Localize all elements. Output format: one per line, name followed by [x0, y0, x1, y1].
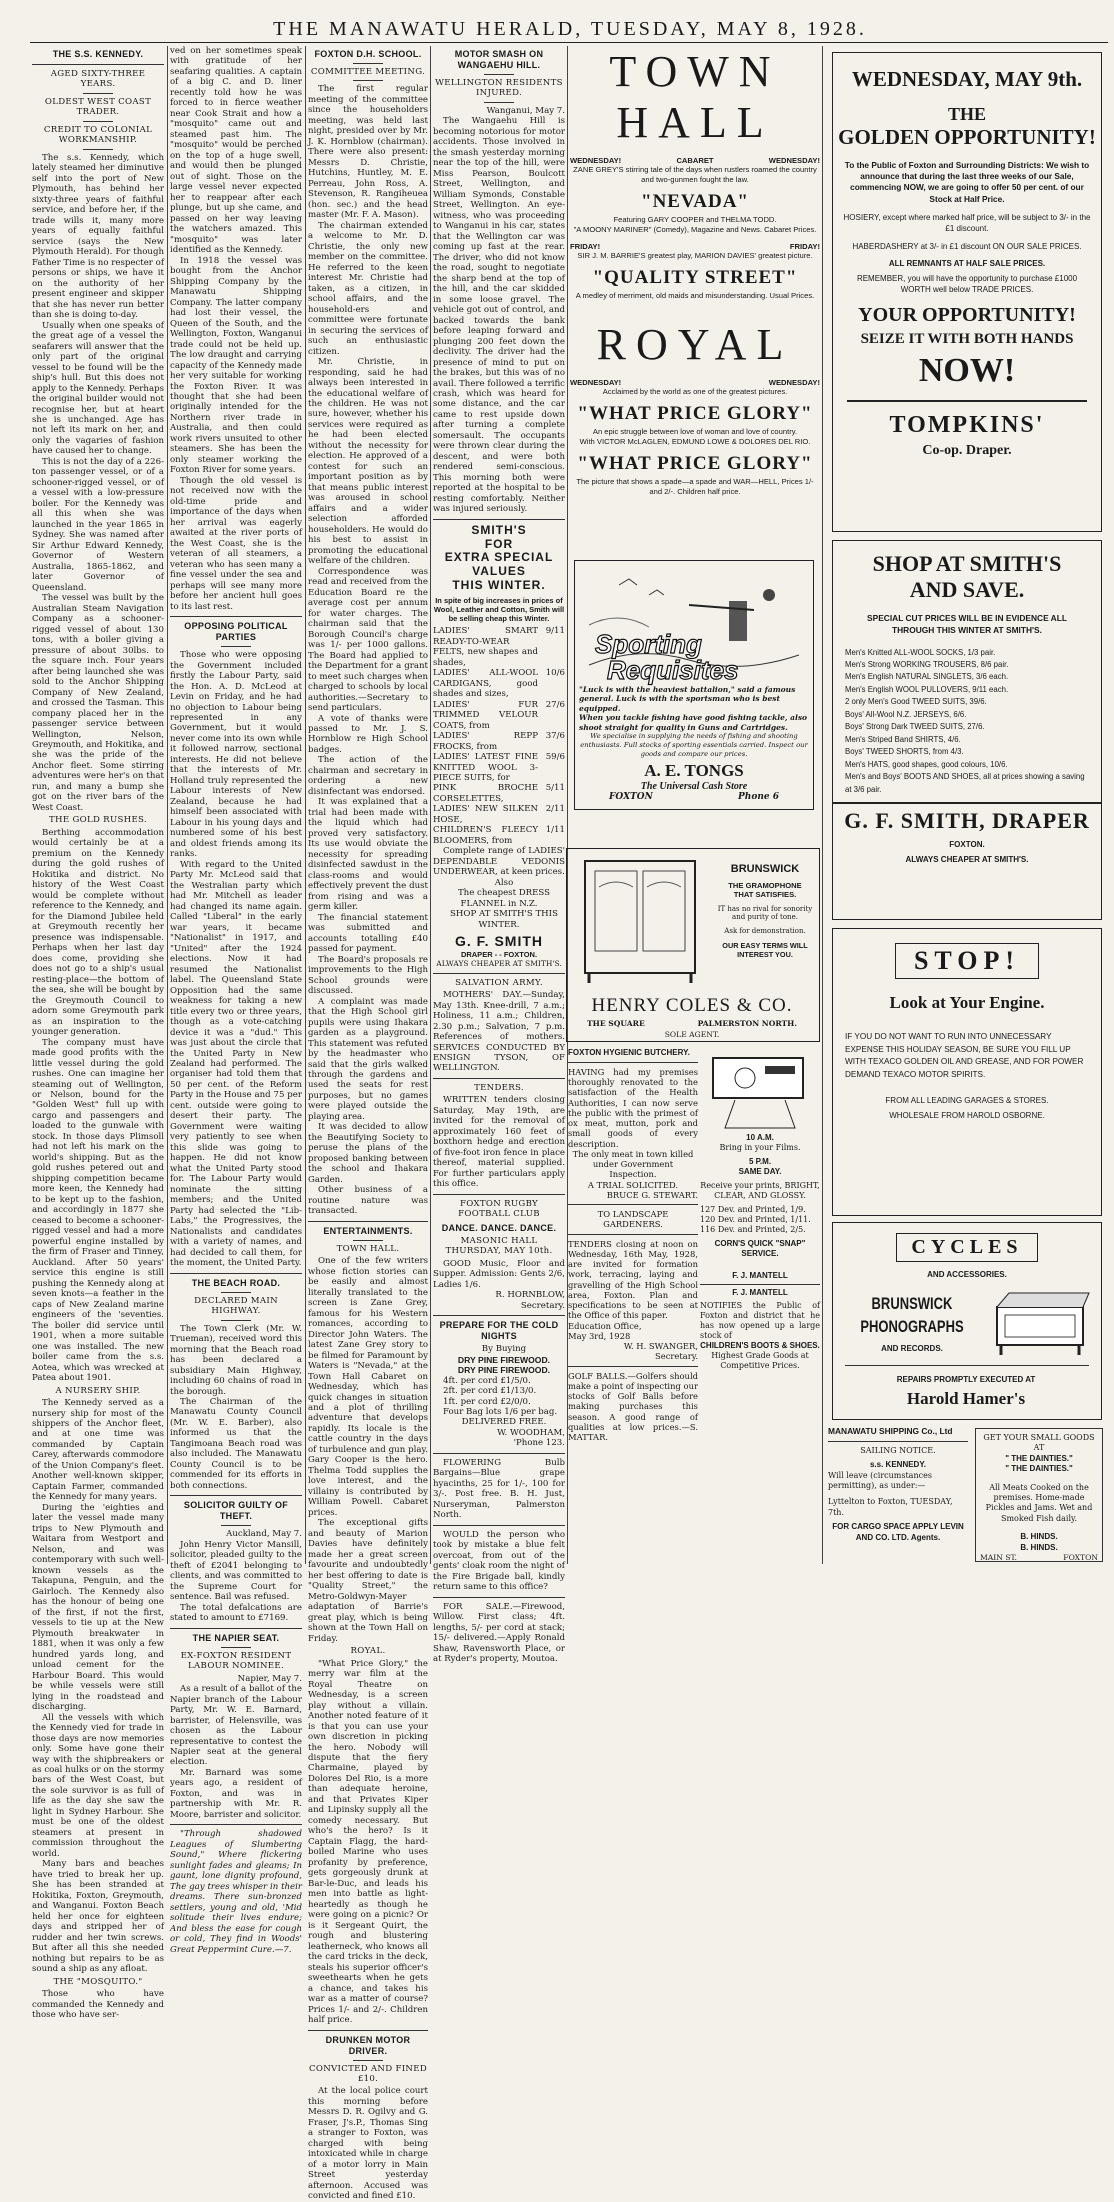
article-paragraph: Mr. Barnard was some years ago, a resident of Foxton, and was in partnership with Mr. R. Moore, barrister and solicitor. [170, 1767, 302, 1820]
ad-headline: EXTRA SPECIAL [444, 550, 554, 565]
article-subhead: COMMITTEE MEETING. [310, 66, 426, 77]
article-paragraph: A vote of thanks were passed to Mr. J. S. Hornblow re High School badges. [308, 713, 428, 755]
list-item: Boys' All-Wool N.Z. JERSEYS, 6/6. [845, 709, 967, 719]
film-description: A medley of merriment, old maids and misunderstanding. Usual Prices. [575, 291, 815, 301]
article-subhead: CONVICTED AND FINED £10. [308, 2063, 428, 2084]
article-paragraph: ved on her sometimes speak with gratitude of her seafaring qualities. A captain of a big C. and D. liner recently told how he was forced to in fierce weather near Cook Strait and how a "mosquito" came out and steamed past him. The "mosquito" would be perched on the top of a huge swell, and would then be plunged out of sight. Those on the large vessel never expected her to reappear after each plunge, but up she came, and passed on her way leaving the watchers amazed. This "mosquito" was later identified as the Kennedy. [170, 46, 302, 256]
film-description: An epic struggle between love of woman and love of country. [592, 427, 798, 437]
article-headline: THE NAPIER SEAT. [192, 1632, 280, 1643]
ad-text: Education Office, [568, 1320, 642, 1331]
ad-text: NOTIFIES the Public of Foxton and district that he has now opened up a large stock of [700, 1301, 820, 1340]
article-paragraph: The company must have made good profits with the little vessel during the gold rushes. One can imagine her steaming out of Wellington, or Nelson, bound for the "Golden West" full up with cargo and passengers and loaded to the gunwale with stock. In those days Plimsoll had not left his mark on the world's shipping. But as the gold rushes petered out and shipping competition became more keen, the Kennedy had to be kept up to the fashion, and accordingly in 1877 she ceased to become a schooner-rigged vessel and had a more powerful engine installed by the firm of Fraser and Tinney, Auckland. After 50 years' service this engine is still pushing the Kennedy along at seven knots—a feather in the caps of New Zealand marine engineers of the 'seventies. The boiler did service until 1901, when a more suitable one was installed. The new boiler came from the s.s. Aotea, which was wrecked at Patea about 1901. [32, 1037, 164, 1384]
store-town: FOXTON. [949, 840, 985, 850]
ad-date: WEDNESDAY, MAY 9th. [851, 67, 1083, 91]
column-divider [305, 46, 306, 1564]
ship-name: s.s. KENNEDY. [869, 1460, 927, 1470]
ad-headline: CYCLES [896, 1233, 1037, 1262]
article-paragraph: One of the few writers whose fiction stories can be easily and almost literally translated to the screen is Zane Grey, famous for his Western romances, according to Director John Waters. The latest Zane Grey story to be filmed for Paramount by Waters is "Nevada," at the Town Hall Cabaret on Wednesday, which has quick changes in situation and a plot of thrilling adventure that develops rapidly. Its locale is the cattle country in the days of turbulence and gun play. Gary Cooper is the hero. Thelma Todd supplies the love interest, and the villainy is contributed by William Powell. Cabaret prices. [308, 1256, 428, 1518]
ad-headline: FOXTON HYGIENIC BUTCHERY. [568, 1048, 690, 1057]
store-name: " THE DAINTIES." [1005, 1453, 1073, 1463]
ad-headline: NOW! [918, 351, 1016, 389]
schedule-row [570, 378, 820, 387]
store-sub: The Universal Cash Store [640, 781, 748, 793]
article-paragraph: As a result of a ballot of the Napier branch of the Labour Party, Mr. W. E. Barnard, barrister, of Helensville, was chosen as the Labour representative to contest the Napier seat at the general election. [170, 1684, 302, 1768]
royal-title: ROYAL [596, 320, 794, 370]
dance-heading: DANCE. DANCE. DANCE. [441, 1222, 557, 1233]
ad-text: HAVING had my premises thoroughly renovated to the satisfaction of the Health Authorities, I can now serve the public with the primest of ox meat, mutton, pork and small goods of every description. [568, 1066, 698, 1149]
day-label: FRIDAY! [789, 242, 820, 252]
price-value: 37/6 [545, 731, 565, 742]
article-subhead: TOWN HALL. [336, 1243, 400, 1254]
ad-text: DRY PINE FIREWOOD. [457, 1365, 551, 1376]
article-headline: OPPOSING POLITICAL PARTIES [184, 621, 288, 643]
signature: Secretary. [520, 1300, 565, 1311]
price-line: 4ft. per cord £1/5/0. [443, 1375, 531, 1386]
list-item: 2 only Men's Good TWEED SUITS, 39/6. [845, 697, 987, 707]
sole-agent: SOLE AGENT. [664, 1030, 720, 1039]
article-subhead: CREDIT TO COLONIAL WORKMANSHIP. [43, 124, 153, 146]
day-label: WEDNESDAY! [570, 156, 622, 165]
article-paragraph: The Wangaehu Hill is becoming notorious for motor accidents. Those involved in the smash yesterday morning near the top of the hill, were Miss Pearson, Boulcott Street, Wellington, and William Symonds, Constable Street, Wellington. An eye-witness, who was proceeding to Wanganui in his car, states that the Wellington car was coming up fast at the rear. The driver, who did not know the road, sought to negotiate the sharp bend at the top of the hill, and the car skidded in some loose gravel. The vehicle got out of control, and backed towards the bank before leaping forward and plunging 200 feet down the declivity. The driver had the presence of mind to put on the brakes, but this was of no avail. There followed a terrific crash, which was heard for some distance, and the car came to rest upside down after turning a complete somersault. The occupants were thrown clear during the descent, and were both rendered semi-conscious. This morning both were reported at the hospital to be resting comfortably. Neither was injured seriously. [433, 116, 565, 515]
ad-price: 116 Dev. and Printed, 2/5. [700, 1225, 806, 1234]
column-3 [308, 46, 428, 2202]
ad-subhead: AND ACCESSORIES. [927, 1270, 1007, 1279]
article-paragraph: Other business of a routine nature was transacted. [308, 1185, 428, 1217]
article-paragraph: The Chairman of the Manawatu County Council (Mr. W. E. Barber), also informed us that the Tangimoana Beach road was also included. The Manawatu County Council is to be commended for its efforts in both connections. [170, 1397, 302, 1491]
article-subhead: WELLINGTON RESIDENTS INJURED. [435, 77, 563, 99]
list-item: Boys' Strong Dark TWEED SUITS, 27/6. [845, 722, 985, 732]
ad-text: Complete range of LADIES' DEPENDABLE VEDONIS UNDERWEAR, at keen prices. [433, 846, 565, 878]
store-name: TOMPKINS' [889, 411, 1045, 438]
ad-text: The cheapest DRESS FLANNEL in N.Z. [457, 888, 551, 909]
store-address [980, 1553, 1098, 1563]
section-heading: TENDERS. [474, 1082, 524, 1093]
ad-headline: YOUR OPPORTUNITY! [858, 303, 1076, 326]
ad-subhead: SAILING NOTICE. [860, 1445, 936, 1455]
list-item: Men's and Boys' BOOTS AND SHOES, all at prices showing a saving at 3/6 pair. [845, 772, 1085, 794]
dainties-ad [975, 1428, 1103, 1562]
price-item: LADIES' LATEST FINE KNITTED WOOL 3-PIECE SUITS, for [433, 752, 538, 783]
ad-text: HOSIERY, except where marked half price, will be subject to 3/- in the £1 discount. [843, 212, 1091, 233]
ad-headline: PREPARE FOR THE COLD NIGHTS [439, 1320, 559, 1342]
article-subhead: OLDEST WEST COAST TRADER. [44, 96, 152, 118]
ad-text: REMEMBER, you will have the opportunity to purchase £1000 WORTH well below TRADE PRICES. [856, 274, 1078, 294]
price-line: 2ft. per cord £1/13/0. [443, 1386, 537, 1397]
ad-signature: B. HINDS. [1020, 1542, 1058, 1552]
article-paragraph: The exceptional gifts and beauty of Marion Davies have definitely made her a great screen favourite and undoubtedly her best offering to date is "Quality Street," the Metro-Goldwyn-Mayer adaptation of Barrie's great play, which is being shown at the Town Hall on Friday. [308, 1518, 428, 1644]
ad-text: By Buying [481, 1344, 527, 1355]
article-paragraph: John Henry Victor Mansill, solicitor, pleaded guilty to the theft of £2041 belonging to clients, and was committed to the Supreme Court for sentence. Bail was refused. [170, 1539, 302, 1603]
dealer-name: HENRY COLES & CO. [591, 995, 793, 1016]
article-paragraph: The financial statement was submitted and accounts totalling £40 passed for payment. [308, 912, 428, 955]
dateline: Auckland, May 7. [226, 1529, 302, 1540]
butchery-ad [568, 1048, 698, 1442]
phonograph-illustration [991, 1285, 1091, 1357]
texaco-stop-ad [832, 928, 1102, 1216]
banner-word: Sporting [595, 629, 702, 659]
article-paragraph: At the local police court this morning before Messrs D. R. Ogilvy and G. Fraser, J's.P., Thomas Sing a stranger to Foxton, was charged with being intoxicated while in charge of a motor lorry in Main Street yesterday afternoon. Accused was convicted and fined £10. [308, 2086, 428, 2202]
address-street: THE SQUARE [587, 1019, 645, 1028]
price-value: 2/11 [545, 804, 565, 815]
masthead: THE MANAWATU HERALD, TUESDAY, MAY 8, 1928. [273, 18, 867, 40]
signature: BRUCE G. STEWART. [606, 1189, 698, 1200]
ad-headline: SMITH'S [471, 522, 527, 537]
price-row [433, 731, 565, 752]
film-description: Acclaimed by the world as one of the greatest pictures. [602, 387, 788, 397]
section-heading: SALVATION ARMY. [455, 977, 543, 988]
sporting-banner [595, 631, 739, 683]
film-title: "WHAT PRICE GLORY" [577, 403, 813, 425]
article-subhead: DECLARED MAIN HIGHWAY. [194, 1295, 278, 1317]
classified-ad: FOR SALE.—Firewood, Willow. First class; 4ft. lengths, 5/- per cord at stack; 15/- delivered.—Apply Ronald Shaw, Ravensworth Place, or at Ryder's property, Moutoa. [433, 1601, 565, 1665]
film-description: ZANE GREY'S stirring tale of the days when rustlers roamed the country and two-gunmen fought the law. [573, 165, 817, 184]
signature: W. WOODHAM, [497, 1427, 565, 1438]
article-paragraph: The action of the chairman and secretary in ordering a new disinfectant was endorsed. [308, 755, 428, 797]
ad-headline: AND SAVE. [909, 577, 1025, 602]
ad-headline: SEIZE IT WITH BOTH HANDS [860, 330, 1074, 347]
ad-text: To the Public of Foxton and Surrounding Districts: We wish to announce that during the last three weeks of our Sale, commencing NOW, we are going to offer 50 per cent. of our Stock at Half Price. [844, 160, 1090, 204]
price-value: 27/6 [545, 699, 565, 710]
ad-line: THE GRAMOPHONE [728, 881, 802, 890]
column-4 [433, 46, 565, 1665]
column-divider [822, 46, 823, 1564]
brunswick-copy [715, 863, 815, 959]
address-street: MAIN ST. [980, 1552, 1017, 1562]
notice-paragraph: MOTHERS' DAY.—Sunday, May 13th. Knee-drill, 7 a.m.; Holiness, 11 a.m.; Children, 2.30 p.m.; Salvation, 7 p.m. References of mothers. SERVICES CONDUCTED BY ENSIGN TYSON, OF WELLINGTON. [433, 990, 565, 1074]
ad-text: AND RECORDS. [881, 1344, 943, 1353]
day-label: WEDNESDAY! [768, 156, 820, 165]
article-paragraph: It was decided to allow the Beautifying Society to peruse the plans of the proposed banking between the school and Ihakara Garden. [308, 1122, 428, 1185]
ad-signature: F. J. MANTELL [732, 1288, 788, 1297]
ad-time: 10 A.M. [746, 1133, 774, 1142]
ad-signature: G. F. SMITH [455, 933, 543, 950]
price-value: 5/11 [545, 783, 565, 794]
poem-ad: "Through shadowed Leagues of Slumbering Sound," Where flickering sunlight fades and gleams; In gaunt, lone dignity profound, The gay trees whisper in their dreams. There sun-bronzed settlers, young and old, 'Mid solitude their lives endure; And bless the ease for cough or cold, They find in Woods' Great Peppermint Cure.—7. [170, 1829, 302, 1955]
article-paragraph: Correspondence was read and received from the Education Board re the average cost per annum for water charges. The chairman said that the Borough Council's charge was 1/- per 1000 gallons. The Board had applied to the Department for a grant to meet such charges when charged to schools by local authorities.—Secretary to send particulars. [308, 566, 428, 714]
ad-text: SHOP AT SMITH'S THIS WINTER. [450, 909, 558, 930]
price-row [433, 783, 565, 804]
article-paragraph: A complaint was made that the High School girl pupils were using Ihakara garden as a playground. This statement was refuted by the headmaster who said that the girls walked through the gardens and used the seats for rest purposes, but no games were played outside the playing area. [308, 996, 428, 1122]
column-divider [430, 46, 431, 1564]
ad-headline: GET YOUR SMALL GOODS AT [983, 1433, 1095, 1453]
ad-signature: F. J. MANTELL [732, 1271, 788, 1280]
signature: 'Phone 123. [513, 1438, 565, 1449]
classified-ad: GOLF BALLS.—Golfers should make a point of inspecting our stocks of Golf Balls before making purchases this season. A good range of qualities at low prices.—S. MATTAR. [568, 1370, 698, 1442]
ad-text: FOR CARGO SPACE APPLY LEVIN AND CO. LTD. Agents. [832, 1522, 964, 1542]
list-item: Men's HATS, good shapes, good colours, 10/6. [845, 759, 1008, 769]
price-item: LADIES' NEW SILKEN HOSE, [433, 804, 538, 825]
ad-headline: MANAWATU SHIPPING Co., Ltd [828, 1426, 953, 1436]
ad-copy: "Luck is with the heaviest battalion," said a famous general. Luck is with the sportsman who is best equipped. [579, 685, 796, 713]
ad-line: THAT SATISFIES. [733, 890, 797, 899]
ad-text: TENDERS closing at noon on Wednesday, 16th May, 1928, are invited for formation work, terracing, laying and gravelling of the High School area, Foxton. Plan and specifications to be seen at the Office of this paper. [568, 1238, 698, 1321]
ad-text: A TRIAL SOLICITED. [587, 1179, 679, 1190]
masthead-rule [30, 42, 1108, 43]
price-row [433, 825, 565, 846]
ad-sub: DRAPER - - FOXTON. [460, 950, 538, 960]
banner-word: Requisites [607, 655, 739, 685]
ad-text: May 3rd, 1928 [568, 1330, 631, 1341]
day-label: WEDNESDAY! [768, 378, 820, 388]
section-heading: FOXTON RUGBY FOOTBALL CLUB [458, 1198, 540, 1220]
dealer-address [587, 1019, 797, 1028]
ad-text: SAME DAY. [738, 1167, 782, 1176]
store-contact [579, 792, 809, 802]
article-paragraph: With regard to the United Party Mr. McLeod said that the Westralian party which had Mr. Mitchell as leader had changed its name again. Called "Liberal" in the early war years, it became "Nationalist" in 1917, and "United" after the 1924 elections. Now it had resumed the Nationalist label. The Queensland State Opposition had the same weakness for taking a new title every two or three years, though as a vote-catching device it was a "dud." This was just about the circle that the United Party in New Zealand had performed. The organiser had told them that 50 per cent. of the Reform Party in the House and 75 per cent. outside were going to desert their party. The Government were waiting very patiently to see when this slide was going to happen. He did not know what the United Party stood for. The Labour Party would nominate the sitting members; and the United Party had selected the "Lib-Labs," the Progressives, the Nationalists and candidates with a variety of names, and had decided to call them, for the moment, the United Party. [170, 859, 302, 1269]
article-headline: THE BEACH ROAD. [191, 1277, 281, 1288]
ad-intro: In spite of big increases in prices of Wool, Leather and Cotton, Smith will be selling cheap this Winter. [433, 595, 565, 624]
ad-tagline: ALWAYS CHEAPER AT SMITH'S. [436, 959, 562, 969]
article-paragraph: The Town Clerk (Mr. W. Trueman), received word this morning that the Beach road has been declared a subsidiary Main Highway, including 60 chains of road in the borough. [170, 1323, 302, 1397]
store-phone: Phone 6 [738, 792, 779, 803]
price-item: LADIES' SMART READY-TO-WEAR FELTS, new shapes and shades, [433, 626, 538, 668]
price-value: 1/11 [545, 825, 565, 836]
ad-headline: FOR [484, 536, 514, 551]
price-list [433, 626, 565, 846]
brunswick-phonographs-block [847, 1295, 977, 1353]
price-item: LADIES' REPP FROCKS, from [433, 731, 538, 752]
price-row [433, 804, 565, 825]
signature: W. H. SWANGER, [623, 1341, 698, 1351]
ad-text: DRY PINE FIREWOOD. [457, 1354, 551, 1365]
article-headline: THE S.S. KENNEDY. [52, 49, 144, 59]
ad-text: ALL REMNANTS AT HALF SALE PRICES. [888, 259, 1046, 269]
list-item: Men's Knitted ALL-WOOL SOCKS, 1/3 pair. [845, 647, 996, 657]
item-list [845, 647, 1089, 797]
ad-headline: THE [947, 104, 986, 124]
ad-text: DELIVERED FREE. [461, 1417, 547, 1428]
smith-save-ad [832, 540, 1102, 920]
day-label: FRIDAY! [570, 242, 601, 252]
ad-copy: We specialise in supplying the needs of fishing and shooting enthusiasts. Full stocks of sporting essentials carried. Inspect our goods and compare our prices. [580, 731, 808, 758]
article-paragraph: All the vessels with which the Kennedy vied for trade in those days are now memories only. Some have gone their way with the shipbreakers or as coal hulks or on the stormy bars of the West Coast, but the sole survivor is as full of life as the day she saw the light in Sydney Harbour. She must be one of the oldest steamers at present in commission throughout the world. [32, 1712, 164, 1859]
article-paragraph: Usually when one speaks of the great age of a vessel the seafarers will answer that the only part of the original vessel to be found will be the ship's hull. But this does not apply to the Kennedy. Perhaps the original builder would not recognise her, but at heart she is unchanged. Age has not left its mark on her, and only the vagaries of fashion have caused her to change. [32, 320, 164, 457]
film-description: SIR J. M. BARRIE'S greatest play, MARION DAVIES' greatest picture. [577, 251, 813, 261]
article-paragraph: Those who were opposing the Government included firstly the Labour Party, said the Hon. A. D. McLeod at Levin on Friday, and he had no objection to Labour being represented in any Government, but it would never come into its own while it followed narrow, sectional interests. He did not believe that the interests of Mr. Holland truly represented the Labour interests of New Zealand, because he had himself been associated with Labour in his young days and numbered some of his best and oldest friends among its ranks. [170, 650, 302, 860]
article-headline: DRUNKEN MOTOR DRIVER. [325, 2034, 411, 2056]
ad-text: REPAIRS PROMPTLY EXECUTED AT [896, 1375, 1036, 1384]
article-paragraph: Many bars and beaches have tried to break her up. She has been stranded at Hokitika, Foxton, Greymouth, and Wanganui. Foxton Beach held her once for eighteen days and stripped her of rudder and her twin screws. But after all this she needed nothing but repairs to be as sound a ship as any afloat. [32, 1859, 164, 1975]
article-subhead: AGED SIXTY-THREE YEARS. [50, 68, 146, 90]
ad-text: CHILDREN'S BOOTS & SHOES. [700, 1341, 820, 1350]
store-name: Harold Hamer's [906, 1389, 1026, 1408]
store-name: " THE DAINTIES." [1005, 1464, 1073, 1474]
smith-extra-values-ad [433, 524, 565, 969]
film-cast: Featuring GARY COOPER and THELMA TODD. [613, 214, 777, 224]
price-row [433, 668, 565, 699]
column-1 [32, 46, 164, 2021]
film-description: The picture that shows a spade—a spade and WAR—HELL, Prices 1/- and 2/-. Children half price. [576, 476, 814, 496]
article-headline: ENTERTAINMENTS. [323, 1225, 413, 1236]
column-divider [167, 46, 168, 1564]
schedule-row [570, 242, 820, 251]
film-title: "QUALITY STREET" [592, 267, 798, 289]
store-name: G. F. SMITH, DRAPER [844, 808, 1090, 834]
price-line: 1ft. per cord £2/0/0. [443, 1396, 531, 1407]
ad-tagline: ALWAYS CHEAPER AT SMITH'S. [905, 855, 1029, 865]
article-headline: MOTOR SMASH ON WANGAEHU HILL. [454, 49, 544, 70]
ad-text: SPECIAL CUT PRICES WILL BE IN EVIDENCE ALL THROUGH THIS WINTER AT SMITH'S. [867, 613, 1067, 635]
brand-title: BRUNSWICK [730, 863, 800, 875]
price-row [433, 626, 565, 668]
classified-ad: FLOWERING Bulb Bargains—Blue grape hyacinths, 25 for 1/-, 100 for 3/-. Post free. B. H. Just, Nurseryman, Palmerston North. [433, 1457, 565, 1521]
section-heading: MASONIC HALL THURSDAY, MAY 10th. [445, 1235, 553, 1257]
list-item: Men's English WOOL PULLOVERS, 9/11 each. [845, 684, 1009, 694]
article-paragraph: Those who have commanded the Kennedy and those who have ser- [32, 1989, 164, 2021]
price-item: CHILDREN'S FLEECY BLOOMERS, from [433, 825, 538, 846]
article-subhead: ROYAL. [350, 1646, 386, 1657]
store-name: A. E. TONGS [644, 761, 744, 781]
article-paragraph: The total defalcations are stated to amount to £7169. [170, 1602, 302, 1624]
brunswick-ad [566, 848, 820, 1042]
price-value: 10/6 [545, 668, 565, 679]
dateline: Napier, May 7. [237, 1673, 302, 1684]
film-support: "A MOONY MARINER" (Comedy), Magazine and News. Cabaret Prices. [573, 224, 817, 234]
article-paragraph: Berthing accommodation would certainly be at a premium on the Kennedy during the gold rushes of Hokitika and district. No history of the West Coast would be complete without reference to the Kennedy, and for the Diamond Jubilee held at Greymouth recently her presence was indispensable. Perhaps when her last day does come, providing she does not go to a ship's usual resting-place—the bottom of the sea, she will be bought by the Greymouth Council to adorn some Greymouth park as an inspiration to the younger generation. [32, 827, 164, 1038]
section-heading: THE "MOSQUITO." [53, 1976, 143, 1987]
tongs-sporting-ad [574, 560, 814, 810]
price-line: Four Bag lots 1/6 per bag. [443, 1406, 558, 1417]
townhall-title: TOWN HALL [609, 47, 781, 147]
article-paragraph: It was explained that a trial had been made with the liquid which had proved very satisfactory. Its use would obviate the necessity for spreading disinfected sawdust in the class-rooms and would effectively prevent the dust from rising and was a germ killer. [308, 797, 428, 913]
article-paragraph: The first regular meeting of the committee since the householders meeting, was held last night, presided over by Mr. J. K. Hornblow (chairman). There were also present: Messrs D. Christie, Hutchins, Huntley, M. E. Perreau, John Ross, A. Stevenson, R. Rangiheuea (hon. sec.) and the head master (Mr. F. A. Mason). [308, 84, 428, 221]
ad-text: IF YOU DO NOT WANT TO RUN INTO UNNECESSARY EXPENSE THIS HOLIDAY SEASON, BE SURE YOU FILL UP WITH TEXACO GOLDEN OIL AND GREASE, AND FOR POWER DEMAND TEXACO MOTOR SPIRITS. [845, 1032, 1084, 1080]
ad-text: HABERDASHERY at 3/- in £1 discount ON OUR SALE PRICES. [852, 242, 1082, 252]
ad-text: WHOLESALE FROM HAROLD OSBORNE. [889, 1110, 1045, 1120]
article-paragraph: The s.s. Kennedy, which lately steamed her diminutive self into the port of New Plymouth, has behind her sixty-three years of faithful service, and before her, if the trade wills it, many more years of equally faithful service (says the New Plymouth Herald). For though Father Time is no respecter of persons or ships, we have it on the authority of her present engineer and skipper that she has never run better than she is doing to-day. [32, 152, 164, 321]
ad-headline: GOLDEN OPPORTUNITY! [838, 125, 1096, 149]
column-2 [170, 46, 302, 1955]
dateline: Wanganui, May 7. [486, 105, 565, 116]
ad-headline: SHOP AT SMITH'S [872, 551, 1062, 576]
ad-text: Receive your prints, BRIGHT, CLEAR, AND GLOSSY. [700, 1181, 820, 1200]
cycles-ad [832, 1222, 1102, 1420]
cinema-ads [570, 46, 820, 496]
article-paragraph: The vessel was built by the Australian Steam Navigation Company as a schooner-rigged vessel of about 130 tons, with a boiler giving a pressure of about 30lbs. to the square inch. Four years after being launched she was sold to the Anchor Shipping Company of New Zealand, and crossed the Tasman. This company placed her in the passenger service between Wellington, Nelson, Greymouth, and Hokitika, and she was the pride of the Anchor fleet. Some stirring adventures were her's on that run, and many a bump she got on the river bars of the West Coast. [32, 593, 164, 813]
price-value: 9/11 [545, 626, 565, 637]
signature: Secretary. [655, 1351, 698, 1362]
ad-signature: B. HINDS. [1020, 1532, 1058, 1542]
ad-text: The only meat in town killed under Government Inspection. [572, 1148, 694, 1180]
brand-title: BRUNSWICK [871, 1294, 953, 1313]
camera-illustration [705, 1050, 815, 1130]
ad-price: 127 Dev. and Printed, 1/9. [700, 1205, 806, 1214]
article-paragraph: During the 'eighties and later the vessel made many trips to New Plymouth and Waitara from Westport and Nelson, and was contemporary with such well-known vessels as the Takapuna, Penguin, and the Gairloch. The Kennedy also has the honour of being one of the first, if not the first, vessels to tie up at the New Plymouth breakwater in 1881, when it was only a few hundred yards long, and unload cement for the Harbour Board. This would be while vessels were still lying in the roadstead and discharging. [32, 1502, 164, 1713]
brand-title: PHONOGRAPHS [860, 1317, 964, 1336]
address-city: PALMERSTON NORTH. [697, 1019, 797, 1028]
session-label: CABARET [676, 156, 714, 165]
ad-headline: TO LANDSCAPE GARDENERS. [597, 1209, 669, 1230]
golden-opportunity-ad [832, 52, 1102, 532]
list-item: Men's English NATURAL SINGLETS, 3/6 each. [845, 672, 1009, 682]
article-paragraph: The Kennedy served as a nursery ship for most of the shippers of the Anchor fleet, and at one time was commanded by Captain Carey, afterwards commodore of the Union Company's fleet. Another well-known skipper, Captain Farmer, commanded the Kennedy for many years. [32, 1398, 164, 1503]
notice-paragraph: GOOD Music, Floor and Supper. Admission: Gents 2/6, Ladies 1/6. [433, 1258, 565, 1290]
article-paragraph: "What Price Glory," the merry war film at the Royal Theatre on Wednesday, is a screen play without a villain. Another noted feature of it is that you can use your own discretion in picking the hero. Nobody will dispute that the fiery Charmaine, played by Dolores Del Rio, is a more than adequate heroine, and that Privates Kiper and Lipinsky supply all the comedy necessary. But who's the hero? Is it Captain Flagg, the hard-boiled Marine who uses profanity by preference, gets gorgeously drunk at Bar-le-Duc, and leads his men into battle as light-heartedly as though he were going on a picnic? Or is it Sergeant Quirt, the rough and blustering leatherneck, who knows all the card tricks in the deck, steals his superior officer's sweethearts when he gets a chance, and takes his war as a matter of course? Prices 1/- and 2/-. Children half price. [308, 1658, 428, 2026]
article-subhead: EX-FOXTON RESIDENT LABOUR NOMINEE. [180, 1650, 292, 1672]
ad-headline: THIS WINTER. [452, 577, 546, 592]
ad-text: CORN'S QUICK "SNAP" SERVICE. [714, 1239, 806, 1258]
ad-text: Also [494, 877, 514, 888]
article-paragraph: The Board's proposals re improvements to the High School grounds were discussed. [308, 954, 428, 997]
signature: R. HORNBLOW, [495, 1290, 565, 1301]
ad-text: Highest Grade Goods at Competitive Prices. [711, 1351, 809, 1370]
ad-text: FROM ALL LEADING GARAGES & STORES. [885, 1095, 1049, 1105]
kodak-ad [700, 1050, 820, 1371]
shipping-notice [828, 1426, 968, 1543]
store-sub: Co-op. Draper. [922, 442, 1012, 458]
article-headline: FOXTON D.H. SCHOOL. [314, 49, 422, 59]
schedule-row [570, 156, 820, 165]
film-cast: With VICTOR McLAGLEN, EDMUND LOWE & DOLORES DEL RIO. [579, 436, 811, 446]
article-paragraph: This is not the day of a 226-ton passenger vessel, or of a schooner-rigged vessel, or of a vessel with a low-pressure boiler. For the Kennedy was all this when she was launched in the year 1865 in Sydney. She was named after Sir Arthur Edward Kennedy, Governor of Western Australia, 1865-1862, and later Governor of Queensland. [32, 456, 164, 593]
article-paragraph: The chairman extended a welcome to Mr. D. Christie, the only new member on the committee. He referred to the keen interest Mr. Christie had taken, as a citizen, in school affairs, and the household-ers and committee were fortunate in securing the services of such an enthusiastic citizen. [308, 220, 428, 357]
ad-text: All Meats Cooked on the premises. Home-made Pickles and Jams. Wet and Smoked Fish daily. [985, 1482, 1093, 1523]
ad-price: 120 Dev. and Printed, 1/11. [700, 1215, 811, 1224]
ad-headline: STOP! [895, 943, 1039, 979]
store-town: FOXTON [609, 792, 653, 803]
article-headline: SOLICITOR GUILTY OF THEFT. [183, 1500, 289, 1522]
ad-time: 5 P.M. [748, 1157, 772, 1166]
price-row [433, 752, 565, 783]
ad-copy: When you tackle fishing have good fishing tackle, also shoot straight for quality in Guns and Cartridges. [579, 713, 808, 732]
article-paragraph: Mr. Christie, in responding, said he had always been interested in the educational welfare of the children. He was not sure, however, whether his services were required as he had been elected without the necessity for election. He approved of a contest for such an important position as by that means public interest was aroused in school affairs and a wider selection afforded householders. He would do his best to assist in promoting the educational welfare of the children. [308, 357, 428, 567]
price-item: LADIES' FUR TRIMMED VELOUR COATS, from [433, 699, 538, 731]
day-label: WEDNESDAY! [570, 378, 622, 388]
ad-text: Ask for demonstration. [724, 927, 806, 935]
notice-paragraph: WRITTEN tenders closing Saturday, May 19th, are invited for the removal of approximately 160 feet of boxthorn hedge and erection of five-foot iron fence in place thereof, material supplied. For further particulars apply this office. [433, 1095, 565, 1190]
article-paragraph: Though the old vessel is not received now with the old-time pride and importance of the days when her arrival was eagerly awaited at the river ports of the West Coast, she is the veteran of all steamers, a veteran who has seen many a fine vessel under the sea and perhaps will see many more before her ancient hull goes to its last rest. [170, 475, 302, 612]
section-heading: THE GOLD RUSHES. [49, 815, 147, 826]
article-paragraph: In 1918 the vessel was bought from the Anchor Shipping Company by the Manawatu Shipping Company. The latter company had lost their vessel, the Queen of the South, and the Wellington, Foxton, Wanganui trade could not be held up. The low draught and carrying capacity of the Kennedy made her very suitable for working the Foxton River. It was thought that she had been originally intended for the Northern river trade in Australia, and then could work rivers unsuited to other steamers. She has been the only steamer working the Foxton River for some years. [170, 255, 302, 476]
ad-text: OUR EASY TERMS WILL INTEREST YOU. [722, 941, 808, 959]
gramophone-cabinet-illustration [577, 857, 702, 985]
ad-subhead: Look at Your Engine. [889, 993, 1045, 1012]
ad-headline: VALUES [472, 564, 526, 579]
price-row [433, 700, 565, 731]
classified-ad: WOULD the person who took by mistake a blue felt overcoat, from out of the gents' cloak room the night of the Fire Brigade ball, kindly return same to this office? [433, 1529, 565, 1593]
ad-text: IT has no rival for sonority and purity of tone. [717, 905, 813, 921]
price-value: 59/6 [545, 752, 565, 763]
film-title: "WHAT PRICE GLORY" [577, 452, 813, 474]
ad-text: Lyttelton to Foxton, TUESDAY, 7th. [828, 1497, 953, 1517]
ad-text: Bring in your Films. [719, 1143, 801, 1152]
list-item: Men's Strong WORKING TROUSERS, 8/6 pair. [845, 660, 1009, 669]
price-item: LADIES' ALL-WOOL CARDIGANS, good shades and sizes, [433, 668, 538, 700]
address-town: FOXTON [1063, 1552, 1098, 1562]
ad-text: Will leave (circumstances permitting), as under:— [828, 1470, 932, 1491]
list-item: Boys' TWEED SHORTS, from 4/3. [845, 747, 964, 757]
price-item: PINK BROCHE CORSELETTES, [433, 783, 538, 804]
section-heading: A NURSERY SHIP. [55, 1385, 141, 1396]
list-item: Men's Striped Band SHIRTS, 4/6. [845, 734, 961, 744]
film-title: "NEVADA" [641, 190, 749, 212]
